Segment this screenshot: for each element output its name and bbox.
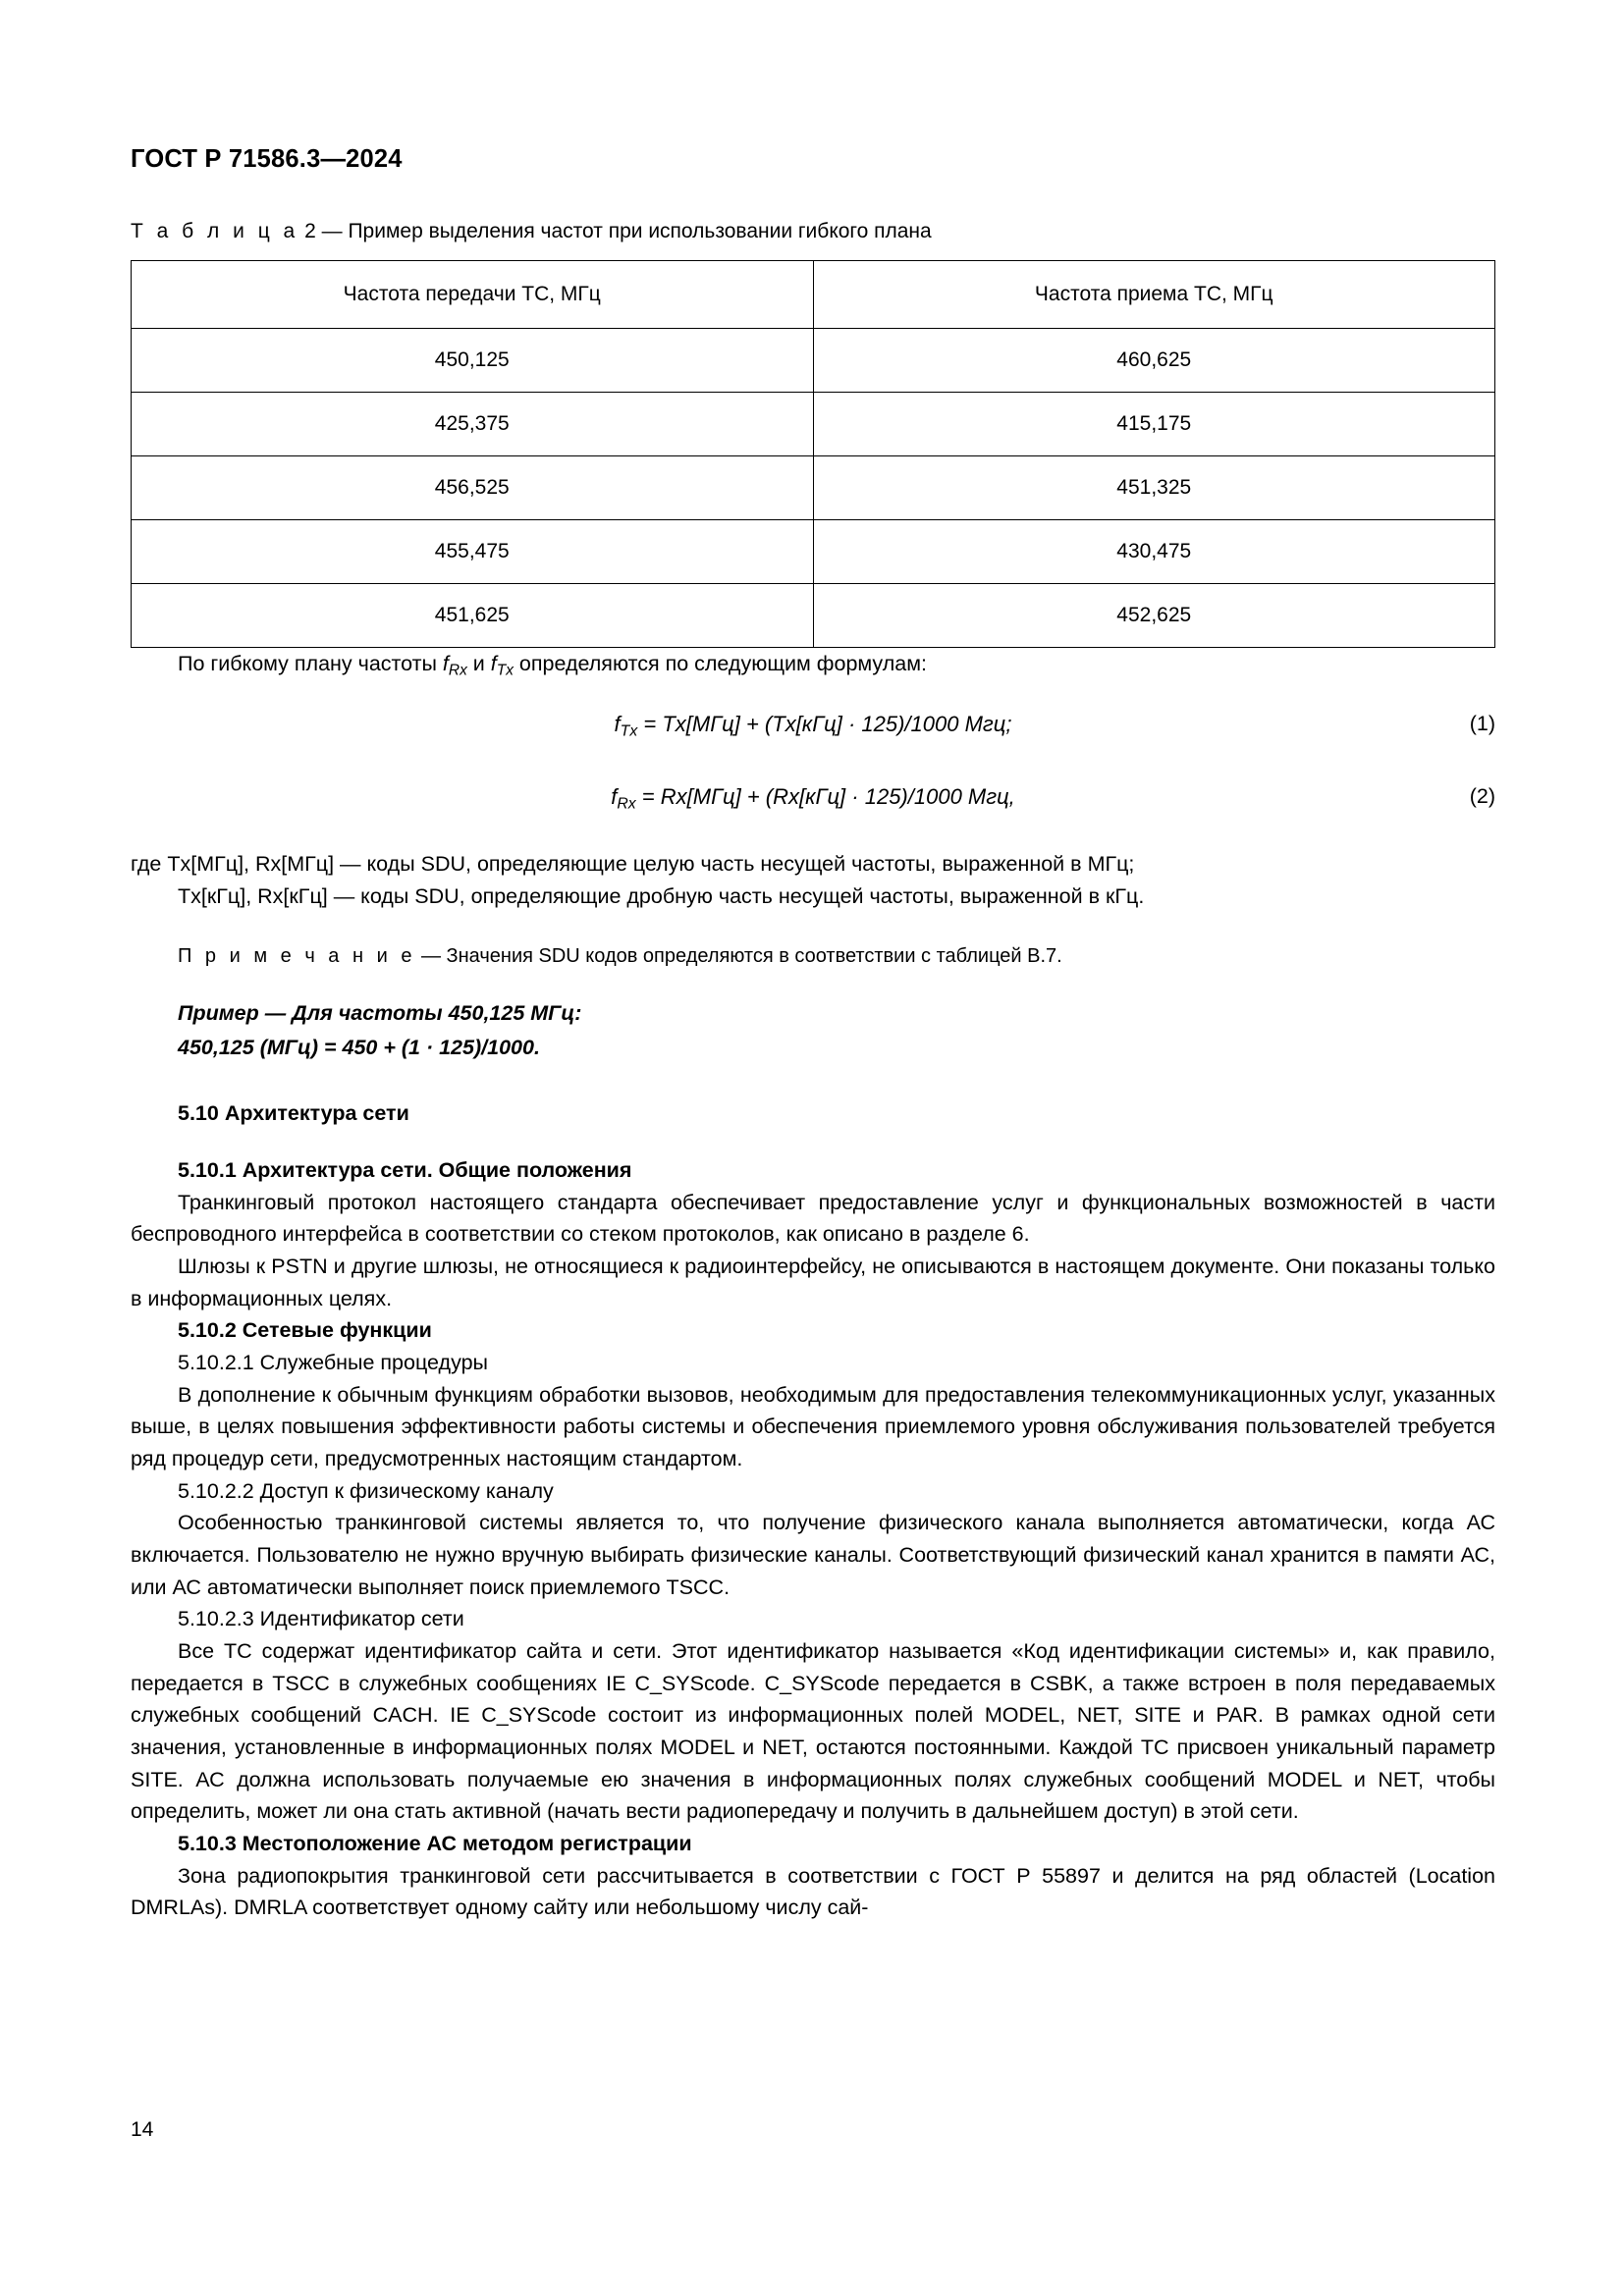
cell-rx-frequency: 452,625 xyxy=(813,584,1495,648)
table-row xyxy=(132,520,1495,584)
section-heading-5-10-2-2: 5.10.2.2 Доступ к физическому каналу xyxy=(178,1478,554,1503)
formula-1-number: (1) xyxy=(1469,712,1495,736)
table-row xyxy=(132,393,1495,456)
symbol-f-rx-subscript: Rx xyxy=(448,662,467,679)
formulas-intro-paragraph xyxy=(131,648,1495,682)
cell-rx-frequency: 430,475 xyxy=(813,520,1495,584)
where-line-2: Tx[кГц], Rx[кГц] — коды SDU, определяющие дробную часть несущей частоты, выраженной в кГц. xyxy=(178,883,1145,908)
page-number: 14 xyxy=(131,2118,154,2141)
standard-header: ГОСТ Р 71586.3—2024 xyxy=(131,145,403,173)
example-line-1: Пример — Для частоты 450,125 МГц: xyxy=(178,1001,582,1026)
column-header-tx: Частота передачи ТС, МГц xyxy=(132,261,814,329)
page-content xyxy=(131,0,1495,1924)
paragraph-5-10-2-1-1: В дополнение к обычным функциям обработки вызовов, необходимым для предоставления телекоммуникационных услуг, указанных выше, в целях повышения эффективности работы системы и обеспечения приемлемого уровня обслуживания пользователей требуется ряд процедур сети, предусмотренных настоящим стандартом. xyxy=(131,1382,1495,1470)
table-header xyxy=(132,261,1495,329)
intro-text-before: По гибкому плану частоты xyxy=(178,652,443,676)
table-caption-label: Т а б л и ц а xyxy=(131,220,299,242)
intro-text-middle: и xyxy=(466,652,491,676)
table-row xyxy=(132,456,1495,520)
formula-2-rhs: = Rx[МГц] + (Rx[кГц] · 125)/1000 Мгц, xyxy=(635,783,1015,809)
section-heading-5-10: 5.10 Архитектура сети xyxy=(178,1101,409,1126)
paragraph-5-10-3-1: Зона радиопокрытия транкинговой сети рассчитывается в соответствии с ГОСТ Р 55897 и делится на ряд областей (Location DMRLAs). DMRLA соответствует одному сайту или небольшому числу сай- xyxy=(131,1863,1495,1920)
formula-2 xyxy=(611,784,1015,813)
note-label: П р и м е ч а н и е xyxy=(178,945,416,968)
table-row xyxy=(132,584,1495,648)
where-definitions xyxy=(131,848,1495,912)
table-header-row xyxy=(132,261,1495,329)
cell-tx-frequency: 450,125 xyxy=(132,329,814,393)
paragraph-5-10-1-2: Шлюзы к PSTN и другие шлюзы, не относящиеся к радиоинтерфейсу, не описываются в настоящем документе. Они показаны только в информационных целях. xyxy=(131,1254,1495,1310)
formula-1-row xyxy=(131,712,1495,740)
table-body xyxy=(132,329,1495,648)
paragraph-5-10-2-3-1: Все ТС содержат идентификатор сайта и сети. Этот идентификатор называется «Код идентификации системы» и, как правило, передается в TSCC в служебных сообщениях IE C_SYScode. C_SYScode передается в CSBK, а также встроен в поля передаваемых служебных сообщений CACH. IE C_SYScode состоит из информационных полей MODEL, NET, SITE и PAR. В рамках одной сети значения, установленные в информационных полях MODEL и NET, остаются постоянными. Каждой ТС присвоен уникальный параметр SITE. АС должна использовать получаемые ею значения в информационных полях служебных сообщений MODEL и NET, чтобы определить, может ли она стать активной (начать вести радиопередачу и получить в дальнейшем доступ) в этой сети. xyxy=(131,1638,1495,1824)
formula-1-rhs: = Tx[МГц] + (Tx[кГц] · 125)/1000 Мгц; xyxy=(637,712,1012,737)
column-header-rx: Частота приема ТС, МГц xyxy=(813,261,1495,329)
formula-1-lhs-subscript: Tx xyxy=(620,722,638,740)
formula-2-lhs: f xyxy=(611,783,618,809)
table-row xyxy=(132,329,1495,393)
cell-tx-frequency: 425,375 xyxy=(132,393,814,456)
symbol-f-rx: f xyxy=(442,652,449,676)
section-heading-5-10-2-1: 5.10.2.1 Служебные процедуры xyxy=(178,1350,488,1374)
cell-rx-frequency: 460,625 xyxy=(813,329,1495,393)
paragraph-5-10-1-1: Транкинговый протокол настоящего стандарта обеспечивает предоставление услуг и функциональных возможностей в части беспроводного интерфейса в соответствии со стеком протоколов, как описано в разделе 6. xyxy=(131,1190,1495,1247)
cell-tx-frequency: 456,525 xyxy=(132,456,814,520)
symbol-f-tx-subscript: Tx xyxy=(496,662,514,679)
table-caption-number: 2 xyxy=(304,220,316,242)
symbol-f-tx: f xyxy=(490,652,497,676)
section-heading-5-10-3: 5.10.3 Местоположение АС методом регистрации xyxy=(178,1832,692,1856)
cell-rx-frequency: 415,175 xyxy=(813,393,1495,456)
cell-tx-frequency: 451,625 xyxy=(132,584,814,648)
where-line-1: где Tx[МГц], Rx[МГц] — коды SDU, определяющие целую часть несущей частоты, выраженной в МГц; xyxy=(131,851,1135,876)
note-block xyxy=(131,941,1495,971)
formula-1-lhs: f xyxy=(614,712,621,737)
cell-tx-frequency: 455,475 xyxy=(132,520,814,584)
section-heading-5-10-2: 5.10.2 Сетевые функции xyxy=(178,1318,432,1343)
section-heading-5-10-1: 5.10.1 Архитектура сети. Общие положения xyxy=(178,1158,632,1183)
table-caption xyxy=(131,219,1495,244)
formula-2-row xyxy=(131,784,1495,813)
cell-rx-frequency: 451,325 xyxy=(813,456,1495,520)
intro-text-after: определяются по следующим формулам: xyxy=(513,652,927,676)
example-line-2: 450,125 (МГц) = 450 + (1 · 125)/1000. xyxy=(178,1035,540,1059)
table-caption-text: — Пример выделения частот при использовании гибкого плана xyxy=(321,220,932,242)
formula-1 xyxy=(615,712,1012,740)
paragraph-5-10-2-2-1: Особенностью транкинговой системы является то, что получение физического канала выполняется автоматически, когда АС включается. Пользователю не нужно вручную выбирать физические каналы. Соответствующий физический канал хранится в памяти АС, или АС автоматически выполняет поиск приемлемого TSCC. xyxy=(131,1511,1495,1599)
note-text: — Значения SDU кодов определяются в соответствии с таблицей В.7. xyxy=(421,945,1062,968)
frequency-table xyxy=(131,260,1495,648)
formula-2-number: (2) xyxy=(1469,783,1495,808)
formula-2-lhs-subscript: Rx xyxy=(617,794,636,812)
example-block xyxy=(131,996,1495,1064)
section-heading-5-10-2-3: 5.10.2.3 Идентификатор сети xyxy=(178,1607,464,1631)
